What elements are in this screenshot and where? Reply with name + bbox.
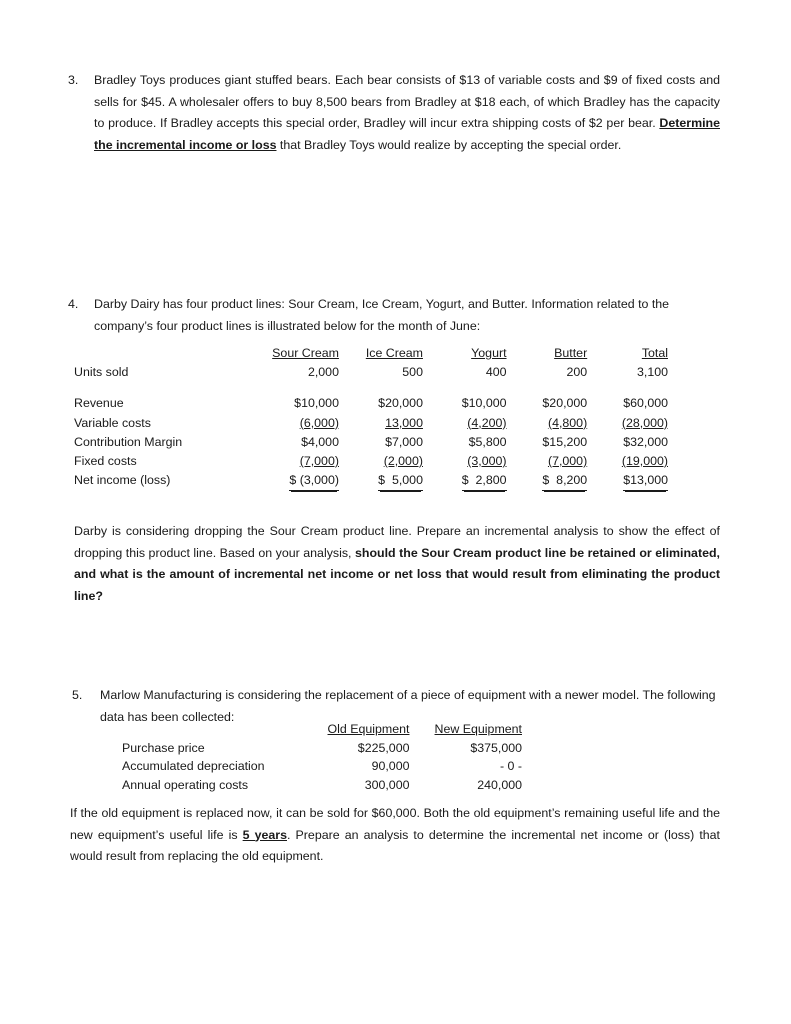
cell-net-income-yogurt-value: $ 2,800 bbox=[462, 471, 507, 491]
question-5-emphasis: 5 years bbox=[242, 827, 287, 842]
table-row bbox=[74, 452, 668, 471]
cell-fixed-costs-sour-cream: (7,000) bbox=[299, 454, 339, 469]
cell-fixed-costs-ice-cream: (2,000) bbox=[383, 454, 423, 469]
cell-contribution-margin-total: $32,000 bbox=[623, 434, 668, 449]
question-3-text-part2: that Bradley Toys would realize by accepting the special order. bbox=[276, 137, 622, 152]
table-header-row bbox=[74, 344, 668, 363]
question-3-text-part1: Bradley Toys produces giant stuffed bears. Each bear consists of $13 of variable costs and $9 of fixed costs and sells for $45. A wholesaler offers to buy 8,500 bears from Bradley at $18 each, of which Bradley has the capacity to produce. If Bradley accepts this special order, Bradley will incur extra shipping costs of $2 per bear. bbox=[94, 73, 720, 130]
row-label-revenue: Revenue bbox=[74, 396, 124, 411]
cell-variable-costs-ice-cream: 13,000 bbox=[385, 415, 423, 430]
row-label-contribution-margin: Contribution Margin bbox=[74, 434, 183, 449]
cell-net-income-ice-cream-value: $ 5,000 bbox=[378, 471, 423, 491]
cell-net-income-ice-cream bbox=[339, 471, 423, 491]
table-row bbox=[74, 414, 668, 433]
table-header-row bbox=[122, 720, 522, 739]
cell-contribution-margin-yogurt: $5,800 bbox=[468, 434, 507, 449]
cell-contribution-margin-sour-cream: $4,000 bbox=[301, 434, 339, 449]
row-label-purchase-price: Purchase price bbox=[122, 740, 205, 755]
cell-revenue-sour-cream: $10,000 bbox=[294, 396, 339, 411]
cell-variable-costs-sour-cream: (6,000) bbox=[299, 415, 339, 430]
row-label-accumulated-depreciation: Accumulated depreciation bbox=[122, 759, 265, 774]
cell-units-sold-total: 3,100 bbox=[636, 365, 668, 380]
cell-fixed-costs-yogurt: (3,000) bbox=[467, 454, 507, 469]
row-label-net-income: Net income (loss) bbox=[74, 473, 171, 488]
cell-net-income-total bbox=[587, 471, 668, 491]
cell-annual-operating-costs-new: 240,000 bbox=[477, 777, 522, 792]
table-corner-cell bbox=[74, 344, 250, 363]
table-row bbox=[74, 471, 668, 491]
question-5-closing-part2: . Prepare an analysis to determine the incremental net income or (loss) that would result from replacing the old equipment. bbox=[70, 827, 720, 863]
row-label-units-sold: Units sold bbox=[74, 365, 129, 380]
question-4-block bbox=[68, 294, 720, 337]
row-label-fixed-costs: Fixed costs bbox=[74, 454, 137, 469]
cell-variable-costs-yogurt: (4,200) bbox=[467, 415, 507, 430]
cell-fixed-costs-total: (19,000) bbox=[621, 454, 668, 469]
column-header-total: Total bbox=[641, 346, 668, 360]
question-3-emphasis: Determine the incremental income or loss bbox=[94, 116, 720, 152]
table-spacer-cell bbox=[74, 382, 668, 394]
question-4-intro: Darby Dairy has four product lines: Sour Cream, Ice Cream, Yogurt, and Butter. Information related to the company’s four product lines is illustrated below for the month of June: bbox=[94, 297, 670, 333]
cell-accumulated-depreciation-new: - 0 - bbox=[499, 759, 522, 774]
cell-purchase-price-old: $225,000 bbox=[357, 740, 410, 755]
column-header-old-equipment: Old Equipment bbox=[327, 722, 410, 736]
question-4-number: 4. bbox=[68, 297, 79, 311]
cell-variable-costs-total: (28,000) bbox=[621, 415, 668, 430]
row-label-annual-operating-costs: Annual operating costs bbox=[122, 777, 249, 792]
column-header-butter: Butter bbox=[554, 346, 588, 360]
cell-net-income-total-value: $13,000 bbox=[623, 471, 668, 491]
column-header-yogurt: Yogurt bbox=[471, 346, 507, 360]
table-spacer-row bbox=[74, 382, 668, 394]
cell-units-sold-ice-cream: 500 bbox=[402, 365, 423, 380]
cell-net-income-yogurt bbox=[423, 471, 507, 491]
cell-net-income-sour-cream bbox=[250, 471, 339, 491]
cell-purchase-price-new: $375,000 bbox=[470, 740, 522, 755]
table-row bbox=[122, 776, 522, 795]
question-4-prompt-emphasis: should the Sour Cream product line be retained or eliminated, and what is the amount of incremental net income or net loss that would result from eliminating the product line? bbox=[74, 545, 720, 603]
row-label-variable-costs: Variable costs bbox=[74, 415, 151, 430]
table-corner-cell bbox=[122, 720, 298, 739]
question-3-text bbox=[94, 70, 720, 156]
question-5-intro: Marlow Manufacturing is considering the replacement of a piece of equipment with a newer model. The following data has been collected: bbox=[100, 688, 716, 724]
cell-units-sold-sour-cream: 2,000 bbox=[307, 365, 339, 380]
question-4-prompt bbox=[74, 521, 720, 607]
cell-contribution-margin-ice-cream: $7,000 bbox=[385, 434, 423, 449]
cell-net-income-sour-cream-value: $ (3,000) bbox=[289, 471, 339, 491]
darby-dairy-table bbox=[74, 344, 668, 491]
cell-units-sold-butter: 200 bbox=[566, 365, 588, 380]
cell-variable-costs-butter: (4,800) bbox=[547, 415, 588, 430]
cell-revenue-butter: $20,000 bbox=[542, 396, 588, 411]
column-header-sour-cream: Sour Cream bbox=[272, 346, 339, 360]
table-row bbox=[122, 757, 522, 776]
question-5-closing-part1: If the old equipment is replaced now, it can be sold for $60,000. Both the old equipment’s remaining useful life and the new equipment’s useful life is bbox=[70, 806, 720, 842]
question-4-prompt-plain: Darby is considering dropping the Sour Cream product line. Prepare an incremental analysis to show the effect of dropping this product line. Based on your analysis, bbox=[74, 524, 720, 560]
table-row bbox=[74, 394, 668, 413]
column-header-new-equipment: New Equipment bbox=[434, 722, 522, 736]
table-row bbox=[74, 433, 668, 452]
cell-net-income-butter-value: $ 8,200 bbox=[542, 471, 587, 491]
column-header-ice-cream: Ice Cream bbox=[365, 346, 423, 360]
cell-accumulated-depreciation-old: 90,000 bbox=[371, 759, 410, 774]
cell-revenue-ice-cream: $20,000 bbox=[378, 396, 423, 411]
cell-contribution-margin-butter: $15,200 bbox=[542, 434, 588, 449]
question-3-block bbox=[68, 70, 720, 156]
marlow-manufacturing-table bbox=[122, 720, 522, 794]
cell-revenue-yogurt: $10,000 bbox=[461, 396, 507, 411]
table-row bbox=[74, 363, 668, 382]
cell-annual-operating-costs-old: 300,000 bbox=[364, 777, 410, 792]
question-3-number: 3. bbox=[68, 73, 79, 87]
cell-net-income-butter bbox=[507, 471, 588, 491]
table-row bbox=[122, 739, 522, 758]
question-5-closing bbox=[70, 803, 720, 868]
cell-revenue-total: $60,000 bbox=[623, 396, 668, 411]
cell-units-sold-yogurt: 400 bbox=[485, 365, 507, 380]
question-5-number: 5. bbox=[72, 688, 83, 702]
cell-fixed-costs-butter: (7,000) bbox=[547, 454, 588, 469]
